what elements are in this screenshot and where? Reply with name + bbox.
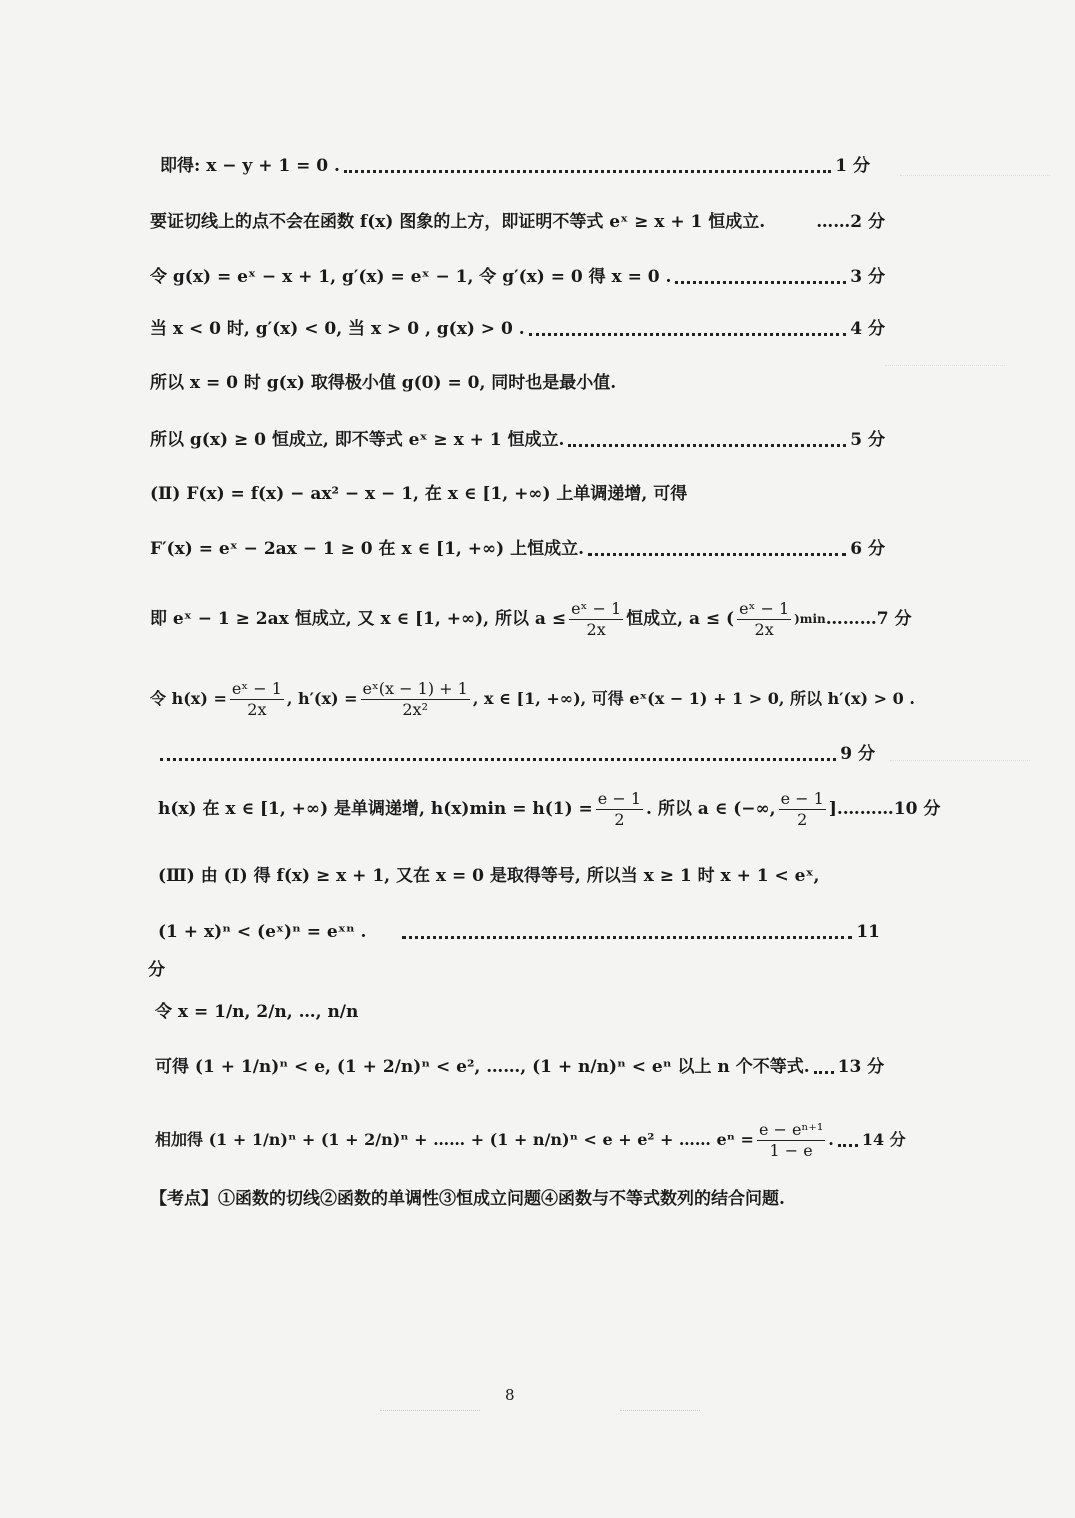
fraction [757,1120,825,1161]
score-label: 1 分 [835,156,870,176]
line-text: 要证切线上的点不会在函数 f(x) 图象的上方，即证明不等式 eˣ ≥ x + 1 恒成立. [150,212,766,232]
scan-artifact [900,175,1050,177]
leader-dots [588,551,846,556]
fraction-numerator: e − 1 [780,788,824,808]
fraction-numerator: eˣ − 1 [571,598,622,618]
fraction-denominator: 2x [247,699,267,719]
fraction [779,789,826,830]
line-text: 令 h(x) = [150,689,227,708]
line-text: 令 x = 1/n, 2/n, …, n/n [155,1002,359,1022]
solution-line-8 [150,537,885,561]
score-label: ………7 分 [825,609,912,629]
score-label: 14 分 [861,1130,906,1149]
scan-artifact [890,760,1030,762]
line-text: 即 eˣ − 1 ≥ 2ax 恒成立, 又 x ∈ [1, +∞), 所以 a ≤ [150,609,567,629]
score-label: 13 分 [837,1057,885,1077]
solution-line-14 [158,920,880,944]
leader-dots [160,756,836,761]
score-label: 9 分 [840,744,875,764]
line-text: , h′(x) = [286,689,358,708]
line-text: 可得 (1 + 1/n)ⁿ < e, (1 + 2/n)ⁿ < e², ……, (1 + n/n)ⁿ < eⁿ 以上 n 个不等式. [155,1057,810,1077]
fraction-numerator: e − 1 [597,788,642,808]
fraction [230,679,284,720]
solution-line-17 [155,1055,885,1079]
fraction-numerator: eˣ − 1 [231,678,282,698]
leader-dots [529,331,847,336]
score-label: 4 分 [850,319,885,339]
solution-line-18 [155,1118,906,1162]
line-text: (1 + x)ⁿ < (eˣ)ⁿ = eˣⁿ . [158,922,367,942]
line-text: h(x) 在 x ∈ [1, +∞) 是单调递增, h(x)min = h(1) = [158,799,593,819]
fraction-denominator: 2 [614,809,625,829]
solution-line-4 [150,317,885,341]
line-text: 相加得 (1 + 1/n)ⁿ + (1 + 2/n)ⁿ + …… + (1 + n/n)ⁿ < e + e² + …… eⁿ = [155,1130,754,1149]
score-label: ………10 分 [842,799,941,819]
line-text: 当 x < 0 时, g′(x) < 0, 当 x > 0 , g(x) > 0 . [150,319,525,339]
leader-dots [814,1069,834,1074]
line-text: 即得: x − y + 1 = 0 . [160,156,340,176]
solution-line-2 [150,210,885,234]
line-text: 所以 g(x) ≥ 0 恒成立, 即不等式 eˣ ≥ x + 1 恒成立. [150,430,565,450]
solution-line-5 [150,371,885,395]
line-text: 恒成立, a ≤ ( [626,609,735,629]
fraction-numerator: eˣ(x − 1) + 1 [362,678,468,698]
scan-artifact [620,1410,700,1412]
key-points: 【考点】①函数的切线②函数的单调性③恒成立问题④函数与不等式数列的结合问题. [150,1189,785,1209]
line-text: F′(x) = eˣ − 2ax − 1 ≥ 0 在 x ∈ [1, +∞) 上恒成立. [150,539,585,559]
solution-line-3 [150,265,885,289]
fraction [361,679,470,720]
line-text: (Ⅲ) 由 (Ⅰ) 得 f(x) ≥ x + 1, 又在 x = 0 是取得等号, 所以当 x ≥ 1 时 x + 1 < eˣ, [158,866,820,886]
score-label: 3 分 [850,267,885,287]
solution-line-15 [148,958,883,982]
fraction [569,599,623,640]
solution-line-12 [158,787,941,831]
line-text: )min [794,612,826,626]
solution-line-16 [155,1000,890,1024]
score-label: ……2 分 [816,212,885,232]
leader-dots [838,1142,858,1147]
line-text: . [828,1130,834,1149]
line-text: 令 g(x) = eˣ − x + 1, g′(x) = eˣ − 1, 令 g′(x) = 0 得 x = 0 . [150,267,672,287]
line-text: 所以 x = 0 时 g(x) 取得极小值 g(0) = 0, 同时也是最小值. [150,373,617,393]
leader-dots [402,934,852,939]
solution-line-7 [150,482,885,506]
line-text: ]. [828,799,843,819]
fraction-denominator: 2x [754,619,774,639]
solution-line-10 [150,677,915,721]
solution-line-11 [160,742,875,766]
line-text: . 所以 a ∈ (−∞, [646,799,776,819]
leader-dots [675,279,846,284]
score-label: 11 [856,922,880,942]
score-label: 5 分 [850,430,885,450]
score-label: 6 分 [850,539,885,559]
fraction-denominator: 2x² [402,699,428,719]
line-text: (Ⅱ) F(x) = f(x) − ax² − x − 1, 在 x ∈ [1, +∞) 上单调递增, 可得 [150,484,688,504]
fraction-denominator: 2 [797,809,808,829]
solution-line-13 [158,864,893,888]
fraction-denominator: 2x [586,619,606,639]
line-text: , x ∈ [1, +∞), 可得 eˣ(x − 1) + 1 > 0, 所以 h′(x) > 0 . [472,689,915,708]
solution-line-6 [150,428,885,452]
scan-artifact [380,1410,480,1412]
scan-artifact [885,365,1005,367]
solution-line-9 [150,597,912,641]
leader-dots [568,442,846,447]
fraction-numerator: e − eⁿ⁺¹ [758,1119,824,1139]
line-text: 分 [148,960,165,980]
fraction-numerator: eˣ − 1 [739,598,790,618]
solution-line-1 [160,154,870,178]
leader-dots [344,168,831,173]
fraction [737,599,791,640]
page-number: 8 [505,1386,515,1404]
fraction [596,789,643,830]
fraction-denominator: 1 − e [769,1140,813,1160]
